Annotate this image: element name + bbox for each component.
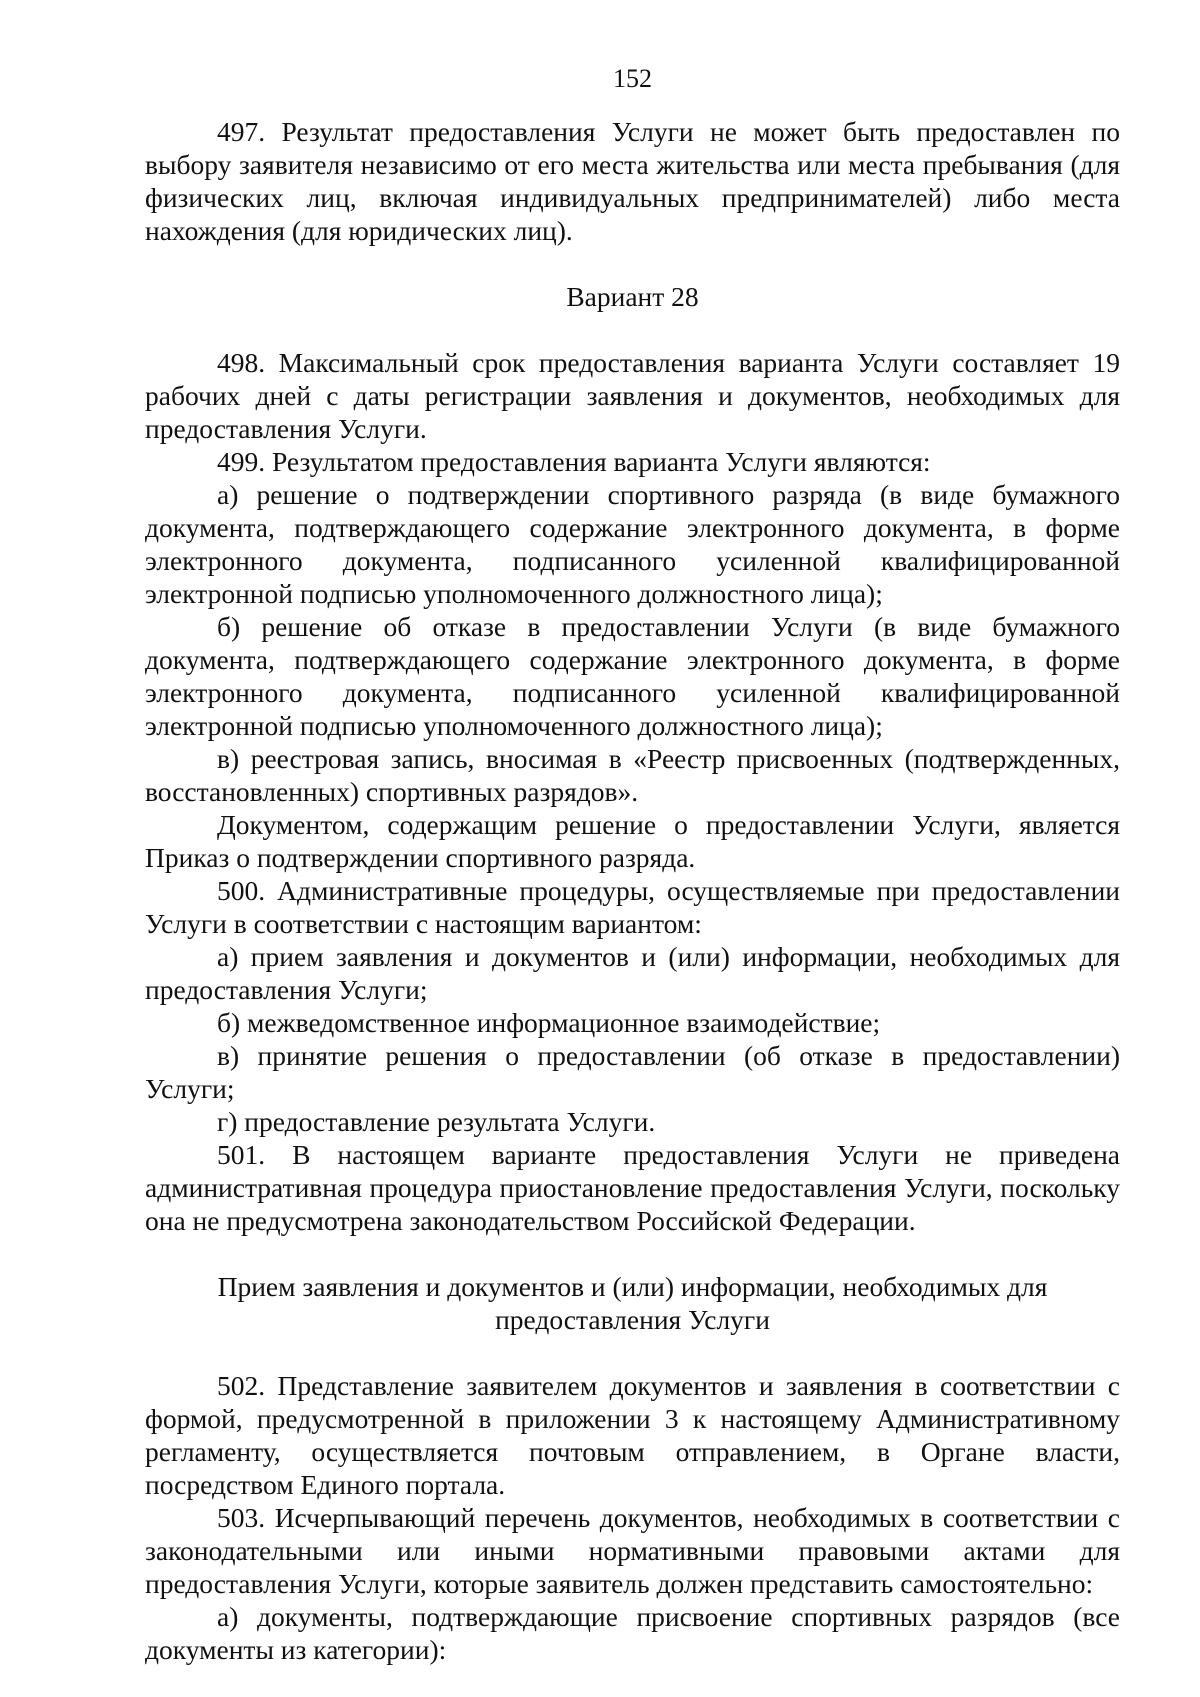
paragraph-501: 501. В настоящем варианте предоставления Услуги не приведена административная процедура приостановление предоставления Услуги, поскольку она не предусмотрена законодательством Российской Федерации. <box>145 1139 1120 1236</box>
list-item-499-v: в) реестровая запись, вносимая в «Реестр присвоенных (подтвержденных, восстановленных) спортивных разрядов». <box>145 743 1120 807</box>
paragraph-497: 497. Результат предоставления Услуги не может быть предоставлен по выбору заявителя независимо от его места жительства или места пребывания (для физических лиц, включая индивидуальных предпринимателей) либо места нахождения (для юридических лиц). <box>145 116 1120 246</box>
list-item-500-b: б) межведомственное информационное взаимодействие; <box>217 1007 881 1038</box>
section-heading-variant-28: Вариант 28 <box>566 281 699 312</box>
paragraph-decision-document: Документом, содержащим решение о предоставлении Услуги, является Приказ о подтверждении спортивного разряда. <box>145 809 1120 873</box>
paragraph-499: 499. Результатом предоставления варианта Услуги являются: <box>217 446 931 477</box>
list-item-503-a: а) документы, подтверждающие присвоение спортивных разрядов (все документы из категории): <box>145 1601 1120 1665</box>
paragraph-503: 503. Исчерпывающий перечень документов, необходимых в соответствии с законодательными или иными нормативными правовыми актами для предоставления Услуги, которые заявитель должен представить самостоятельно: <box>145 1502 1120 1599</box>
paragraph-500: 500. Административные процедуры, осуществляемые при предоставлении Услуги в соответствии с настоящим вариантом: <box>145 875 1120 939</box>
list-item-500-g: г) предоставление результата Услуги. <box>217 1106 656 1137</box>
list-item-499-a: а) решение о подтверждении спортивного разряда (в виде бумажного документа, подтверждающего содержание электронного документа, в форме электронного документа, подписанного усиленной квалифицированной электронной подписью уполномоченного должностного лица); <box>145 479 1120 609</box>
page-number: 152 <box>613 64 652 93</box>
list-item-500-a: а) прием заявления и документов и (или) информации, необходимых для предоставления Услуги; <box>145 941 1120 1005</box>
paragraph-498: 498. Максимальный срок предоставления варианта Услуги составляет 19 рабочих дней с даты регистрации заявления и документов, необходимых для предоставления Услуги. <box>145 347 1120 444</box>
document-page <box>145 62 1120 1666</box>
paragraph-502: 502. Представление заявителем документов и заявления в соответствии с формой, предусмотренной в приложении 3 к настоящему Административному регламенту, осуществляется почтовым отправлением, в Органе власти, посредством Единого портала. <box>145 1370 1120 1500</box>
section-heading-application-intake: Прием заявления и документов и (или) информации, необходимых для предоставления Услуги <box>217 1271 1048 1335</box>
list-item-500-v: в) принятие решения о предоставлении (об отказе в предоставлении) Услуги; <box>145 1040 1120 1104</box>
list-item-499-b: б) решение об отказе в предоставлении Услуги (в виде бумажного документа, подтверждающего содержание электронного документа, в форме электронного документа, подписанного усиленной квалифицированной электронной подписью уполномоченного должностного лица); <box>145 611 1120 741</box>
